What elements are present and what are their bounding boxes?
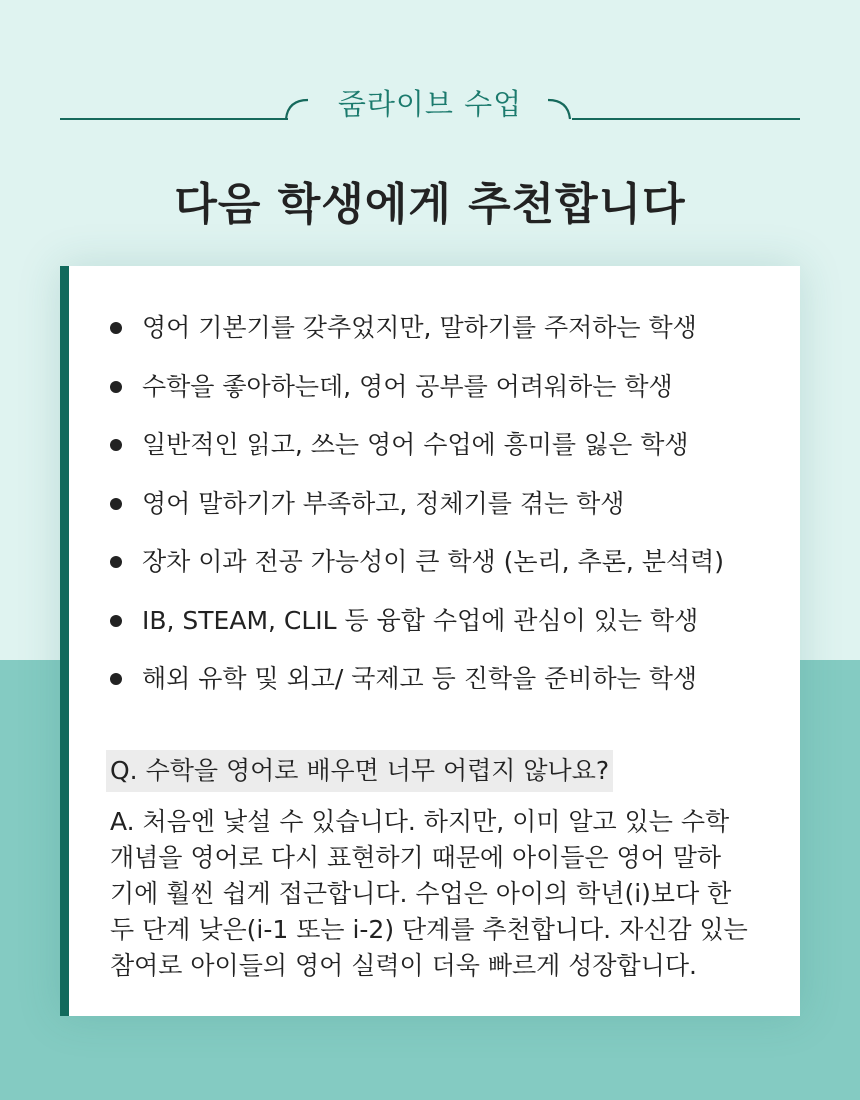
page-title: 다음 학생에게 추천합니다 bbox=[174, 179, 686, 230]
header-divider-left bbox=[60, 118, 288, 120]
list-item bbox=[108, 367, 724, 426]
bullet-icon bbox=[110, 556, 122, 568]
bullet-icon bbox=[110, 439, 122, 451]
list-item bbox=[108, 659, 724, 718]
faq-answer-line: 개념을 영어로 다시 표현하기 때문에 아이들은 영어 말하 bbox=[110, 843, 722, 872]
faq-answer bbox=[110, 804, 770, 984]
faq-answer-line: 기에 훨씬 쉽게 접근합니다. 수업은 아이의 학년(i)보다 한 bbox=[110, 879, 732, 908]
list-item-text: IB, STEAM, CLIL 등 융합 수업에 관심이 있는 학생 bbox=[142, 605, 699, 635]
list-item bbox=[108, 542, 724, 601]
list-item-text: 해외 유학 및 외고/ 국제고 등 진학을 준비하는 학생 bbox=[142, 664, 697, 693]
list-item-text: 영어 기본기를 갖추었지만, 말하기를 주저하는 학생 bbox=[142, 313, 697, 342]
bullet-icon bbox=[110, 615, 122, 627]
header-divider-right bbox=[572, 118, 800, 120]
list-item bbox=[108, 308, 724, 367]
list-item bbox=[108, 601, 724, 660]
bullet-icon bbox=[110, 673, 122, 685]
list-item-text: 장차 이과 전공 가능성이 큰 학생 (논리, 추론, 분석력) bbox=[142, 547, 724, 576]
list-item-text: 영어 말하기가 부족하고, 정체기를 겪는 학생 bbox=[142, 488, 625, 518]
card-accent-bar bbox=[60, 266, 69, 1016]
list-item bbox=[108, 425, 724, 484]
faq-answer-line: 두 단계 낮은(i-1 또는 i-2) 단계를 추천합니다. 자신감 있는 bbox=[110, 915, 748, 944]
bullet-icon bbox=[110, 322, 122, 334]
list-item-text: 수학을 좋아하는데, 영어 공부를 어려워하는 학생 bbox=[142, 371, 673, 401]
recommendation-list bbox=[108, 308, 724, 718]
bullet-icon bbox=[110, 498, 122, 510]
faq-question: Q. 수학을 영어로 배우면 너무 어렵지 않나요? bbox=[106, 750, 613, 792]
section-eyebrow: 줌라이브 수업 bbox=[337, 87, 523, 121]
list-item bbox=[108, 484, 724, 543]
list-item-text: 일반적인 읽고, 쓰는 영어 수업에 흥미를 잃은 학생 bbox=[142, 430, 689, 459]
recommendation-card bbox=[60, 266, 800, 1016]
bullet-icon bbox=[110, 381, 122, 393]
faq-answer-line: 참여로 아이들의 영어 실력이 더욱 빠르게 성장합니다. bbox=[110, 951, 697, 980]
faq-answer-line: A. 처음엔 낯설 수 있습니다. 하지만, 이미 알고 있는 수학 bbox=[110, 807, 730, 836]
